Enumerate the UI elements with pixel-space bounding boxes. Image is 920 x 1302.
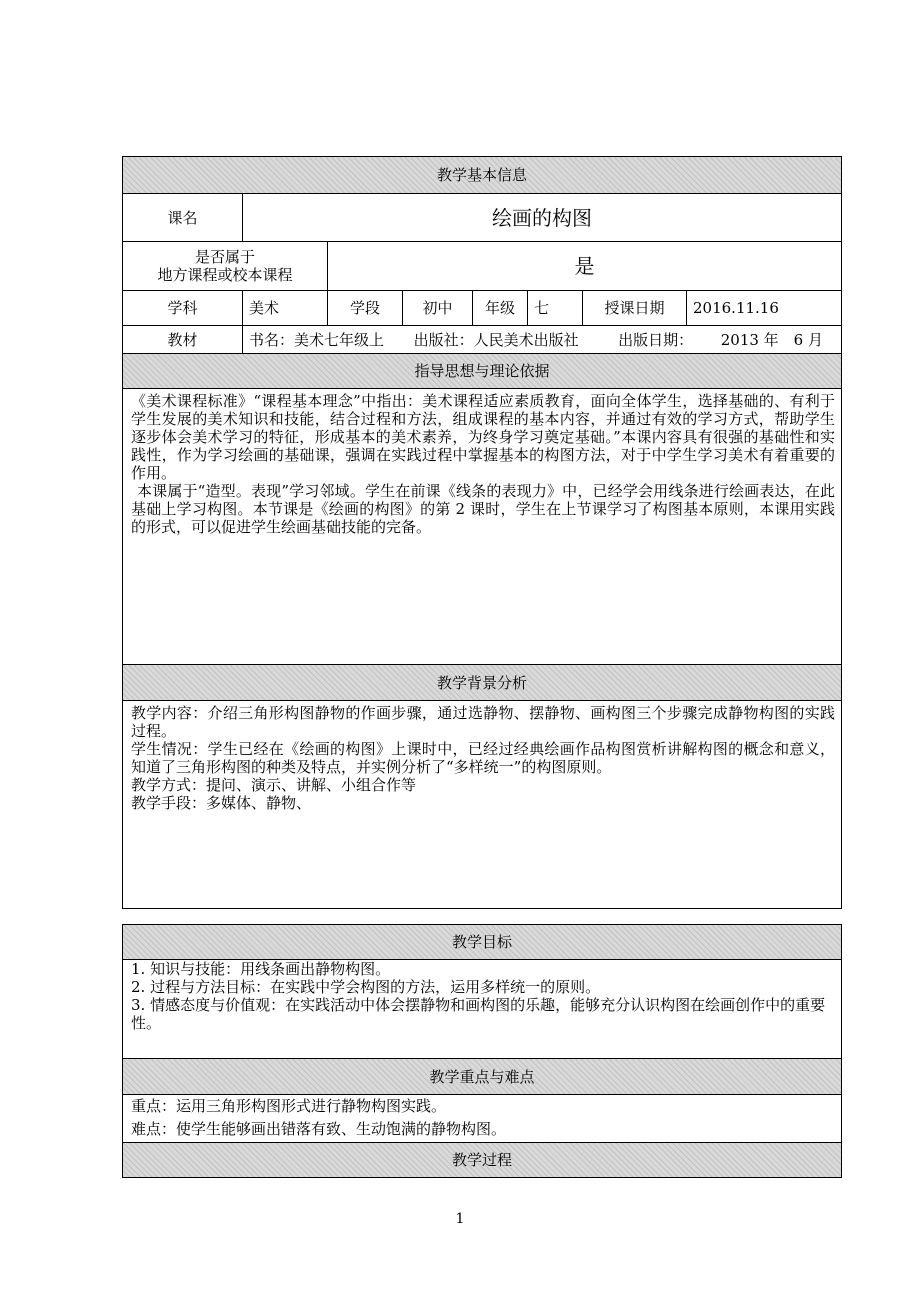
- page-number: 1: [455, 1211, 465, 1227]
- pub-date-value: 2013 年 6 月: [720, 330, 823, 349]
- basic-info-header: 教学基本信息: [123, 157, 842, 194]
- background-paragraph-3: 教学方式：提问、演示、讲解、小组合作等: [131, 776, 417, 794]
- guiding-paragraph-1: 《美术课程标准》“课程基本理念”中指出：美术课程适应素质教育，面向全体学生，选择基础的、有利于学生发展的美术知识和技能，结合过程和方法，组成课程的基本内容，并通过有效的学习方式，帮助学生逐步体会美术学习的特征，形成基本的美术素养，为终身学习奠定基础。”本课内容具有很强的基础性和实践性，作为学习绘画的基础课，强调在实践过程中掌握基本的构图方法，对于中学生学习美术有着重要的作用。: [131, 392, 836, 482]
- goals-text: [123, 960, 842, 1059]
- goal-item: 2. 过程与方法目标：在实践中学会构图的方法，运用多样统一的原则。: [131, 978, 601, 996]
- background-header: 教学背景分析: [123, 665, 842, 701]
- local-course-label: [123, 242, 328, 291]
- goal-item: 1. 知识与技能：用线条画出静物构图。: [131, 960, 391, 978]
- key-points-text: [123, 1095, 842, 1143]
- guiding-paragraph-2: 本课属于“造型。表现”学习邻域。学生在前课《线条的表现力》中，已经学会用线条进行绘画表达，在此基础上学习构图。本节课是《绘画的构图》的第 2 课时，学生在上节课学习了构图基本原则，本课用实践的形式，可以促进学生绘画基础技能的完备。: [131, 482, 836, 536]
- goals-header: 教学目标: [123, 925, 842, 960]
- date-label: 授课日期: [583, 291, 687, 326]
- course-name-value: 绘画的构图: [243, 194, 842, 242]
- local-course-value: 是: [328, 242, 842, 291]
- basic-info-table: [122, 156, 842, 909]
- local-course-label-line1: 是否属于: [194, 248, 255, 266]
- background-paragraph-1: 教学内容：介绍三角形构图静物的作画步骤，通过选静物、摆静物、画构图三个步骤完成静物构图的实践过程。: [131, 704, 836, 740]
- publisher: 出版社：人民美术出版社: [413, 330, 579, 349]
- background-text: [123, 701, 842, 909]
- textbook-info: [243, 326, 842, 354]
- grade-label: 年级: [473, 291, 528, 326]
- textbook-label: 教材: [123, 326, 243, 354]
- goal-item: 3. 情感态度与价值观：在实践活动中体会摆静物和画构图的乐趣，能够充分认识构图在绘画创作中的重要性。: [131, 996, 826, 1032]
- key-point-item: 重点：运用三角形构图形式进行静物构图实践。: [131, 1097, 447, 1115]
- subject-label: 学科: [123, 291, 243, 326]
- stage-value: 初中: [403, 291, 473, 326]
- stage-label: 学段: [328, 291, 403, 326]
- key-point-item: 难点：使学生能够画出错落有致、生动饱满的静物构图。: [131, 1120, 507, 1138]
- local-course-label-line2: 地方课程或校本课程: [157, 266, 293, 284]
- goals-table: [122, 924, 842, 1178]
- process-header: 教学过程: [123, 1143, 842, 1178]
- book-name: 书名：美术七年级上: [249, 330, 385, 349]
- key-points-header: 教学重点与难点: [123, 1059, 842, 1095]
- date-value: 2016.11.16: [687, 291, 842, 326]
- guiding-header: 指导思想与理论依据: [123, 354, 842, 389]
- subject-value: 美术: [243, 291, 328, 326]
- background-paragraph-2: 学生情况：学生已经在《绘画的构图》上课时中，已经过经典绘画作品构图赏析讲解构图的概念和意义，知道了三角形构图的种类及特点，并实例分析了“多样统一”的构图原则。: [131, 740, 836, 776]
- grade-value: 七: [528, 291, 583, 326]
- pub-date-label: 出版日期：: [618, 330, 694, 349]
- course-name-label: 课名: [123, 194, 243, 242]
- guiding-text: [123, 389, 842, 665]
- background-paragraph-4: 教学手段：多媒体、静物、: [131, 794, 312, 812]
